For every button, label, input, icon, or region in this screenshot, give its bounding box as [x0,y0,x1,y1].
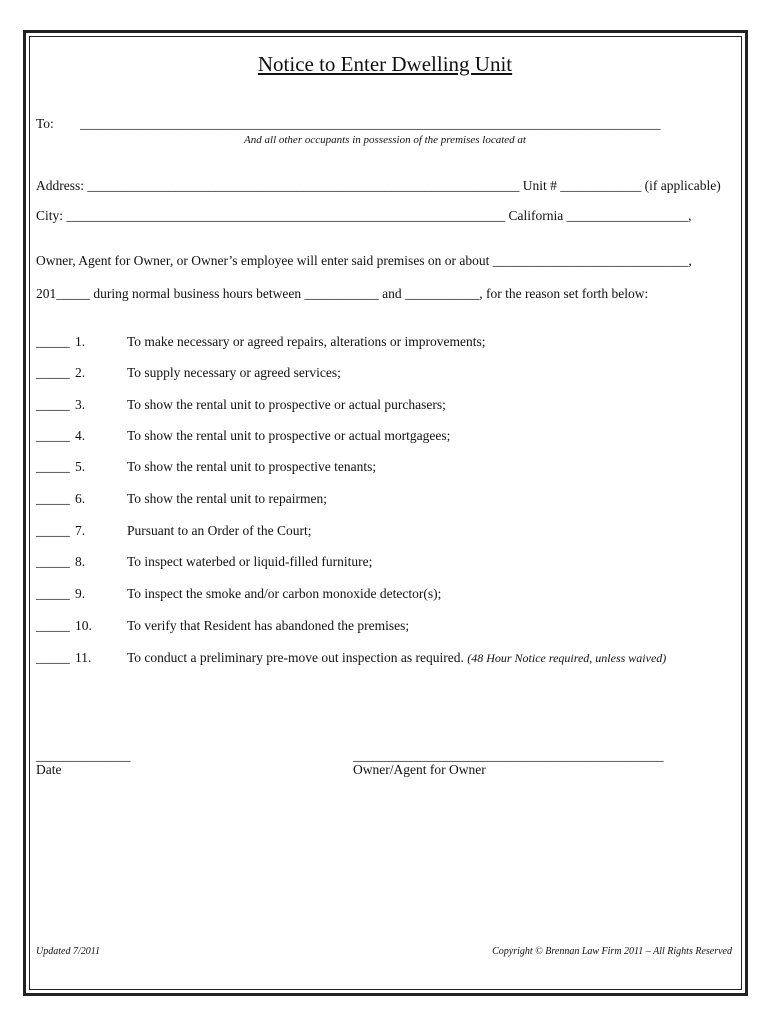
reason-number-5: 5. [75,459,86,474]
reason-number-9: 9. [75,586,86,601]
reason-number-8: 8. [75,554,86,569]
reason-text-9: To inspect the smoke and/or carbon monoxide detector(s); [127,586,442,601]
reason-checkbox-1[interactable]: _____ [36,334,70,349]
reason-number-4: 4. [75,428,86,443]
reason-text-11-main: To conduct a preliminary pre-move out inspection as required. [127,650,464,665]
reason-text-4: To show the rental unit to prospective or actual mortgagees; [127,428,451,443]
date-label: Date [36,762,62,777]
reason-checkbox-3[interactable]: _____ [36,397,70,412]
reason-text-2: To supply necessary or agreed services; [127,365,341,380]
reason-text-11 [127,650,666,666]
reason-text-11-note: (48 Hour Notice required, unless waived) [467,651,667,665]
reason-text-10: To verify that Resident has abandoned the premises; [127,618,410,633]
date-signature-line[interactable]: ______________ [36,748,131,763]
reason-number-10: 10. [75,618,92,633]
reason-text-5: To show the rental unit to prospective tenants; [127,459,377,474]
reason-checkbox-4[interactable]: _____ [36,428,70,443]
document-title: Notice to Enter Dwelling Unit [257,52,513,76]
reason-text-8: To inspect waterbed or liquid-filled furniture; [127,554,373,569]
owner-signature-line[interactable]: ______________________________________________ [353,748,664,763]
city-field[interactable]: City: _________________________________________________________________ California __________________, [36,208,692,223]
reason-number-2: 2. [75,365,86,380]
reason-text-1: To make necessary or agreed repairs, alterations or improvements; [127,334,486,349]
reason-number-1: 1. [75,334,86,349]
reason-checkbox-5[interactable]: _____ [36,459,70,474]
entry-date-line[interactable]: Owner, Agent for Owner, or Owner’s employee will enter said premises on or about _____________________________, [36,253,692,268]
reason-text-6: To show the rental unit to repairmen; [127,491,328,506]
owner-signature-label: Owner/Agent for Owner [353,762,486,777]
reason-number-11: 11. [75,650,92,665]
footer-copyright: Copyright © Brennan Law Firm 2011 – All Rights Reserved [492,946,732,957]
footer-updated: Updated 7/2011 [36,946,100,957]
reason-text-7: Pursuant to an Order of the Court; [127,523,312,538]
reason-checkbox-8[interactable]: _____ [36,554,70,569]
entry-hours-line[interactable]: 201_____ during normal business hours between ___________ and ___________, for the reason set forth below: [36,286,649,301]
reason-checkbox-10[interactable]: _____ [36,618,70,633]
reason-number-6: 6. [75,491,86,506]
occupants-note: And all other occupants in possession of the premises located at [244,134,526,146]
address-field[interactable]: Address: ________________________________________________________________ Unit # ____________ (if applicable) [36,178,721,193]
reason-checkbox-2[interactable]: _____ [36,365,70,380]
reason-number-3: 3. [75,397,86,412]
reason-number-7: 7. [75,523,86,538]
to-field[interactable]: ______________________________________________________________________________________ [80,116,661,131]
to-label: To: [36,116,54,131]
reason-checkbox-9[interactable]: _____ [36,586,70,601]
reason-checkbox-11[interactable]: _____ [36,650,70,665]
reason-checkbox-7[interactable]: _____ [36,523,70,538]
reason-checkbox-6[interactable]: _____ [36,491,70,506]
reason-text-3: To show the rental unit to prospective or actual purchasers; [127,397,446,412]
